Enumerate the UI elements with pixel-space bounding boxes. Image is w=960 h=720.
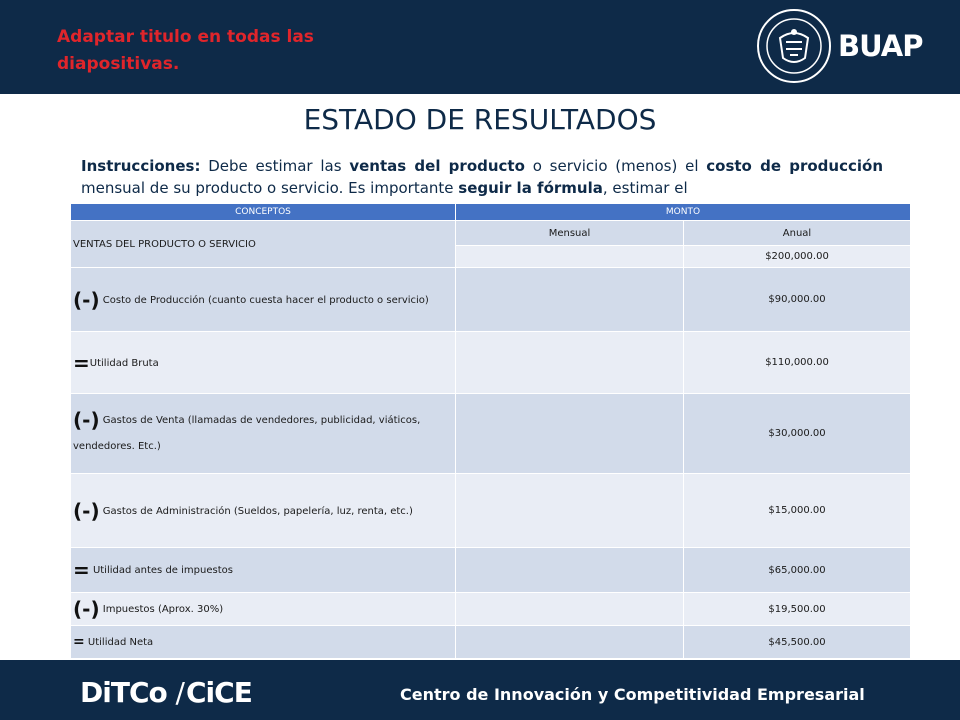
monthly-value xyxy=(456,394,684,474)
cice-logo: CiCE xyxy=(186,676,252,709)
monthly-value xyxy=(456,332,684,394)
monthly-value xyxy=(456,474,684,548)
ditco-logo: DiTCo / xyxy=(80,676,184,709)
monthly-value xyxy=(456,246,684,268)
subheader-annual: Anual xyxy=(684,221,911,246)
subheader-monthly: Mensual xyxy=(456,221,684,246)
income-statement-table xyxy=(70,203,911,659)
university-seal-icon xyxy=(756,8,832,84)
brand-logo: BUAP xyxy=(838,29,923,63)
table-row: (-) Gastos de Administración (Sueldos, papelería, luz, renta, etc.) xyxy=(71,474,456,548)
monthly-value xyxy=(456,268,684,332)
table-row: (-) Costo de Producción (cuanto cuesta hacer el producto o servicio) xyxy=(71,268,456,332)
monthly-value xyxy=(456,593,684,626)
table-row: VENTAS DEL PRODUCTO O SERVICIO xyxy=(71,221,456,268)
annual-value: $30,000.00 xyxy=(684,394,911,474)
page-title: ESTADO DE RESULTADOS xyxy=(303,103,657,136)
annual-value: $15,000.00 xyxy=(684,474,911,548)
monthly-value xyxy=(456,626,684,659)
instructions-text: Instrucciones: Debe estimar las ventas del producto o servicio (menos) el costo de producción mensual de su producto o servicio. Es importante seguir la fórmula, estimar el xyxy=(81,157,883,197)
annual-value: $19,500.00 xyxy=(684,593,911,626)
header-concepts: CONCEPTOS xyxy=(71,204,456,221)
annual-value: $110,000.00 xyxy=(684,332,911,394)
monthly-value xyxy=(456,548,684,593)
header-amount: MONTO xyxy=(456,204,911,221)
annual-value: $200,000.00 xyxy=(684,246,911,268)
annual-value: $65,000.00 xyxy=(684,548,911,593)
table-row: = Utilidad Neta xyxy=(71,626,456,659)
table-row: =Utilidad Bruta xyxy=(71,332,456,394)
table-row: = Utilidad antes de impuestos xyxy=(71,548,456,593)
footer-text: Centro de Innovación y Competitividad Empresarial xyxy=(400,685,865,704)
table-row: (-) Gastos de Venta (llamadas de vendedores, publicidad, viáticos, vendedores. Etc.) xyxy=(71,394,456,474)
header-note: Adaptar titulo en todas las diapositivas. xyxy=(57,27,314,74)
annual-value: $45,500.00 xyxy=(684,626,911,659)
annual-value: $90,000.00 xyxy=(684,268,911,332)
table-row: (-) Impuestos (Aprox. 30%) xyxy=(71,593,456,626)
